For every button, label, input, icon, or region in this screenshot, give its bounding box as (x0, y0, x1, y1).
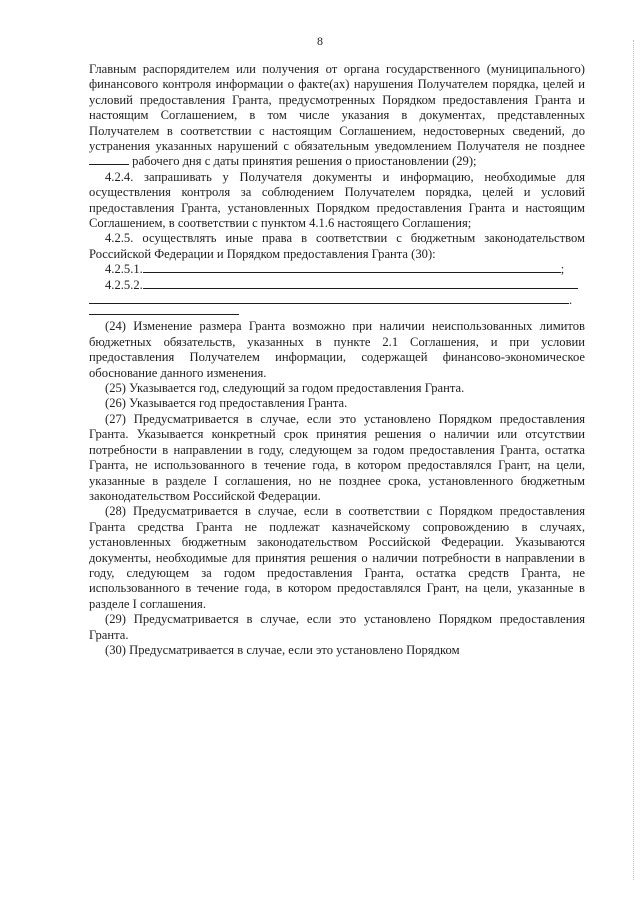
item-4-2-5-2 (89, 278, 585, 293)
scan-edge-line (632, 40, 634, 880)
item-4-2-5-1 (89, 262, 585, 277)
paragraph-4-2-5: 4.2.5. осуществлять иные права в соответствии с бюджетным законодательством Российской Федерации и Порядком предоставления Гранта (30): (89, 231, 585, 261)
footnote-divider (89, 314, 239, 315)
item-blank-line (143, 278, 578, 289)
footnotes (89, 319, 585, 658)
item-label: 4.2.5.1. (105, 262, 143, 277)
footnote-29: (29) Предусматривается в случае, если это установлено Порядком предоставления Гранта. (89, 612, 585, 642)
item-label: 4.2.5.2. (105, 277, 143, 292)
footnote-26: (26) Указывается год предоставления Гранта. (105, 396, 348, 411)
footnote-30: (30) Предусматривается в случае, если это установлено Порядком (105, 642, 460, 657)
item-blank-line (143, 262, 561, 273)
document-body (89, 62, 585, 658)
paragraph-4-2-4: 4.2.4. запрашивать у Получателя документы и информацию, необходимые для осуществления контроля за соблюдением Получателем порядка, целей и условий предоставления Гранта, установленных Порядком предоставления Гранта и настоящим Соглашением, в соответствии с пунктом 4.1.6 настоящего Соглашения; (89, 169, 585, 231)
footnote-27: (27) Предусматривается в случае, если это установлено Порядком предоставления Гранта. Указывается конкретный срок принятия решения о наличии или отсутствии потребности в направлении в году, следующем за годом предоставления Гранта, остатка Гранта, не использованного в течение года, в котором предоставлялся Грант, на цели, указанные в разделе I соглашения, но не позднее срока, установленного бюджетным законодательством Российской Федерации. (89, 411, 585, 503)
footnote-28: (28) Предусматривается в случае, если в соответствии с Порядком предоставления Гранта средства Гранта не подлежат казначейскому сопровождению в случаях, установленных бюджетным законодательством Российской Федерации. Указываются документы, необходимые для принятия решения о наличии потребности в направлении в году, следующем за годом предоставления Гранта, остатка средств Гранта, не использованного в течение года, в котором предоставлялся Грант, на цели, указанные в разделе I соглашения. (89, 504, 585, 611)
paragraph-4-2-3-continuation (89, 62, 585, 170)
item-blank-line (89, 293, 569, 304)
item-continuation-line (89, 293, 585, 308)
page-number: 8 (317, 34, 323, 48)
item-end: . (569, 293, 573, 308)
item-end: ; (560, 262, 565, 277)
paragraph-tail: рабочего дня с даты принятия решения о приостановлении (29); (132, 154, 477, 169)
footnote-25: (25) Указывается год, следующий за годом предоставления Гранта. (105, 381, 465, 396)
blank-days-field (89, 154, 129, 165)
paragraph-text: Главным распорядителем или получения от органа государственного (муниципального) финансового контроля информации о факте(ах) нарушения Получателем порядка, целей и условий предоставления Гранта, предусмотренных Порядком предоставления Гранта и настоящим Соглашением, в том числе указания в документах, представленных Получателем в соответствии с настоящим Соглашением, недостоверных сведений, до устранения указанных нарушений с обязательным уведомлением Получателя не позднее (89, 62, 585, 154)
footnote-24: (24) Изменение размера Гранта возможно при наличии неиспользованных лимитов бюджетных обязательств, указанных в пункте 2.1 Соглашения, и при условии предоставления Получателем информации, содержащей финансово-экономическое обоснование данного изменения. (89, 319, 585, 380)
